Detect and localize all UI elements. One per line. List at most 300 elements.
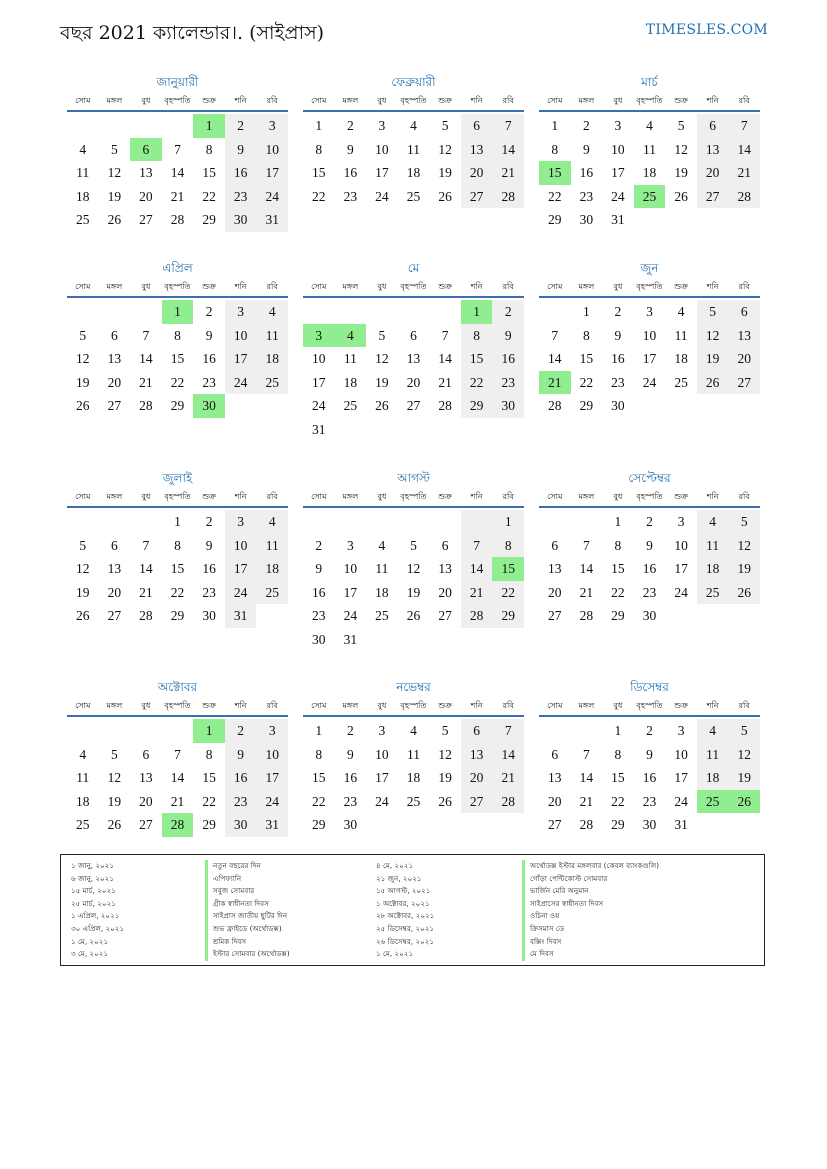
day-cell[interactable]: 20 [461, 766, 493, 790]
day-cell[interactable]: 24 [225, 581, 257, 605]
day-cell[interactable]: 12 [406, 561, 421, 577]
day-cell[interactable]: 3 [225, 510, 257, 534]
day-cell[interactable]: 26 [107, 817, 122, 833]
day-cell[interactable]: 22 [170, 374, 185, 390]
day-cell[interactable]: 16 [312, 584, 326, 600]
day-cell[interactable]: 4 [79, 746, 87, 762]
day-cell[interactable]: 1 [582, 304, 590, 319]
day-cell[interactable]: 1 [162, 300, 194, 324]
day-cell[interactable]: 9 [315, 561, 323, 577]
day-cell[interactable]: 24 [375, 793, 389, 809]
day-cell[interactable]: 19 [438, 770, 452, 786]
day-cell[interactable]: 9 [646, 746, 653, 762]
day-cell[interactable]: 31 [256, 813, 288, 837]
day-cell[interactable]: 3 [677, 723, 685, 738]
day-cell[interactable]: 14 [461, 557, 493, 581]
day-cell[interactable]: 15 [579, 351, 594, 367]
day-cell[interactable]: 30 [642, 817, 657, 833]
day-cell[interactable]: 7 [492, 719, 524, 743]
day-cell[interactable]: 16 [642, 561, 657, 577]
day-cell[interactable]: 4 [410, 723, 417, 738]
day-cell[interactable]: 24 [343, 608, 358, 624]
day-cell[interactable]: 20 [139, 188, 153, 204]
day-cell[interactable]: 6 [551, 537, 559, 553]
day-cell[interactable]: 18 [256, 347, 288, 371]
day-cell[interactable]: 9 [205, 537, 213, 553]
day-cell[interactable]: 10 [256, 743, 288, 767]
day-cell[interactable]: 15 [539, 161, 571, 185]
day-cell[interactable]: 2 [315, 537, 323, 553]
day-cell[interactable]: 28 [728, 185, 760, 209]
day-cell[interactable]: 21 [539, 371, 571, 395]
day-cell[interactable]: 12 [76, 561, 90, 577]
day-cell[interactable]: 7 [582, 746, 590, 762]
day-cell[interactable]: 18 [76, 188, 90, 204]
day-cell[interactable]: 8 [205, 141, 213, 157]
day-cell[interactable]: 25 [375, 608, 389, 624]
day-cell[interactable]: 21 [492, 161, 524, 185]
day-cell[interactable]: 28 [170, 212, 185, 228]
day-cell[interactable]: 17 [674, 770, 688, 786]
day-cell[interactable]: 15 [611, 770, 625, 786]
day-cell[interactable]: 20 [697, 161, 729, 185]
day-cell[interactable]: 24 [611, 188, 625, 204]
day-cell[interactable]: 8 [461, 324, 493, 348]
day-cell[interactable]: 27 [438, 608, 452, 624]
day-cell[interactable]: 16 [343, 770, 358, 786]
day-cell[interactable]: 3 [378, 118, 386, 133]
day-cell[interactable]: 6 [461, 114, 493, 138]
day-cell[interactable]: 11 [697, 743, 729, 767]
day-cell[interactable]: 3 [646, 304, 653, 319]
day-cell[interactable]: 26 [438, 793, 452, 809]
day-cell[interactable]: 3 [303, 324, 335, 348]
day-cell[interactable]: 2 [225, 719, 257, 743]
day-cell[interactable]: 31 [343, 631, 358, 647]
day-cell[interactable]: 4 [378, 537, 386, 553]
day-cell[interactable]: 26 [375, 398, 389, 414]
day-cell[interactable]: 23 [202, 374, 216, 390]
day-cell[interactable]: 10 [375, 746, 389, 762]
day-cell[interactable]: 3 [225, 300, 257, 324]
day-cell[interactable]: 15 [202, 165, 216, 181]
day-cell[interactable]: 4 [335, 324, 367, 348]
day-cell[interactable]: 19 [728, 557, 760, 581]
day-cell[interactable]: 28 [139, 608, 153, 624]
day-cell[interactable]: 27 [548, 817, 562, 833]
day-cell[interactable]: 23 [225, 185, 257, 209]
day-cell[interactable]: 26 [697, 371, 729, 395]
day-cell[interactable]: 20 [107, 374, 122, 390]
day-cell[interactable]: 6 [110, 327, 118, 343]
day-cell[interactable]: 4 [677, 304, 685, 319]
day-cell[interactable]: 28 [162, 813, 194, 837]
day-cell[interactable]: 24 [375, 188, 389, 204]
day-cell[interactable]: 23 [642, 793, 657, 809]
day-cell[interactable]: 7 [582, 537, 590, 553]
day-cell[interactable]: 31 [674, 817, 688, 833]
day-cell[interactable]: 6 [461, 719, 493, 743]
day-cell[interactable]: 22 [579, 374, 594, 390]
day-cell[interactable]: 1 [461, 300, 493, 324]
day-cell[interactable]: 30 [225, 208, 257, 232]
day-cell[interactable]: 31 [611, 212, 625, 228]
day-cell[interactable]: 25 [674, 374, 688, 390]
day-cell[interactable]: 10 [256, 138, 288, 162]
day-cell[interactable]: 24 [256, 790, 288, 814]
day-cell[interactable]: 20 [107, 584, 122, 600]
day-cell[interactable]: 4 [646, 118, 653, 133]
day-cell[interactable]: 11 [406, 746, 420, 762]
day-cell[interactable]: 13 [406, 351, 421, 367]
day-cell[interactable]: 17 [343, 584, 358, 600]
day-cell[interactable]: 26 [728, 581, 760, 605]
day-cell[interactable]: 4 [256, 510, 288, 534]
day-cell[interactable]: 25 [256, 371, 288, 395]
day-cell[interactable]: 12 [674, 141, 688, 157]
day-cell[interactable]: 8 [614, 537, 622, 553]
day-cell[interactable]: 28 [579, 817, 594, 833]
day-cell[interactable]: 27 [406, 398, 421, 414]
day-cell[interactable]: 27 [548, 608, 562, 624]
day-cell[interactable]: 4 [697, 510, 729, 534]
day-cell[interactable]: 24 [674, 793, 688, 809]
day-cell[interactable]: 3 [256, 114, 288, 138]
day-cell[interactable]: 8 [614, 746, 622, 762]
day-cell[interactable]: 14 [139, 561, 153, 577]
day-cell[interactable]: 21 [170, 188, 185, 204]
day-cell[interactable]: 14 [139, 351, 153, 367]
day-cell[interactable]: 7 [441, 327, 449, 343]
day-cell[interactable]: 18 [76, 793, 90, 809]
day-cell[interactable]: 13 [461, 138, 493, 162]
day-cell[interactable]: 18 [256, 557, 288, 581]
day-cell[interactable]: 29 [492, 604, 524, 628]
day-cell[interactable]: 6 [142, 746, 150, 762]
day-cell[interactable]: 15 [611, 561, 625, 577]
day-cell[interactable]: 9 [346, 746, 354, 762]
day-cell[interactable]: 18 [674, 351, 688, 367]
day-cell[interactable]: 8 [205, 746, 213, 762]
day-cell[interactable]: 7 [728, 114, 760, 138]
day-cell[interactable]: 15 [170, 351, 185, 367]
day-cell[interactable]: 17 [611, 165, 625, 181]
day-cell[interactable]: 24 [225, 371, 257, 395]
day-cell[interactable]: 21 [492, 766, 524, 790]
day-cell[interactable]: 26 [76, 608, 90, 624]
day-cell[interactable]: 15 [170, 561, 185, 577]
day-cell[interactable]: 14 [438, 351, 452, 367]
day-cell[interactable]: 3 [378, 723, 386, 738]
day-cell[interactable]: 5 [378, 327, 386, 343]
day-cell[interactable]: 8 [315, 746, 323, 762]
day-cell[interactable]: 8 [551, 141, 559, 157]
day-cell[interactable]: 2 [582, 118, 590, 133]
day-cell[interactable]: 30 [642, 608, 657, 624]
day-cell[interactable]: 22 [202, 793, 216, 809]
day-cell[interactable]: 1 [315, 118, 323, 133]
day-cell[interactable]: 30 [343, 817, 358, 833]
day-cell[interactable]: 4 [697, 719, 729, 743]
day-cell[interactable]: 20 [139, 793, 153, 809]
day-cell[interactable]: 22 [611, 584, 625, 600]
day-cell[interactable]: 13 [461, 743, 493, 767]
day-cell[interactable]: 25 [697, 581, 729, 605]
day-cell[interactable]: 21 [579, 793, 594, 809]
day-cell[interactable]: 5 [110, 141, 118, 157]
day-cell[interactable]: 31 [256, 208, 288, 232]
day-cell[interactable]: 21 [579, 584, 594, 600]
day-cell[interactable]: 10 [343, 561, 358, 577]
day-cell[interactable]: 23 [225, 790, 257, 814]
day-cell[interactable]: 6 [697, 114, 729, 138]
day-cell[interactable]: 17 [312, 374, 326, 390]
day-cell[interactable]: 25 [343, 398, 358, 414]
day-cell[interactable]: 28 [492, 185, 524, 209]
day-cell[interactable]: 23 [492, 371, 524, 395]
day-cell[interactable]: 7 [461, 534, 493, 558]
day-cell[interactable]: 19 [76, 584, 90, 600]
day-cell[interactable]: 2 [205, 304, 213, 319]
day-cell[interactable]: 31 [225, 604, 257, 628]
day-cell[interactable]: 19 [406, 584, 421, 600]
day-cell[interactable]: 28 [438, 398, 452, 414]
day-cell[interactable]: 6 [441, 537, 449, 553]
day-cell[interactable]: 28 [139, 398, 153, 414]
day-cell[interactable]: 17 [225, 557, 257, 581]
day-cell[interactable]: 17 [256, 161, 288, 185]
day-cell[interactable]: 7 [142, 327, 150, 343]
day-cell[interactable]: 8 [315, 141, 323, 157]
day-cell[interactable]: 5 [728, 719, 760, 743]
day-cell[interactable]: 13 [548, 561, 562, 577]
day-cell[interactable]: 5 [441, 723, 449, 738]
day-cell[interactable]: 10 [611, 141, 625, 157]
day-cell[interactable]: 24 [642, 374, 657, 390]
day-cell[interactable]: 1 [193, 719, 225, 743]
day-cell[interactable]: 10 [225, 324, 257, 348]
day-cell[interactable]: 16 [492, 347, 524, 371]
day-cell[interactable]: 13 [139, 770, 153, 786]
day-cell[interactable]: 15 [312, 165, 326, 181]
day-cell[interactable]: 9 [346, 141, 354, 157]
day-cell[interactable]: 25 [256, 581, 288, 605]
day-cell[interactable]: 12 [76, 351, 90, 367]
day-cell[interactable]: 7 [174, 141, 181, 157]
day-cell[interactable]: 7 [492, 114, 524, 138]
day-cell[interactable]: 13 [728, 324, 760, 348]
day-cell[interactable]: 28 [579, 608, 594, 624]
day-cell[interactable]: 29 [202, 212, 216, 228]
day-cell[interactable]: 23 [312, 608, 326, 624]
day-cell[interactable]: 29 [579, 398, 594, 414]
day-cell[interactable]: 12 [375, 351, 389, 367]
day-cell[interactable]: 8 [174, 327, 181, 343]
day-cell[interactable]: 12 [728, 743, 760, 767]
day-cell[interactable]: 27 [139, 817, 153, 833]
day-cell[interactable]: 24 [312, 398, 326, 414]
day-cell[interactable]: 7 [551, 327, 559, 343]
day-cell[interactable]: 19 [107, 793, 122, 809]
day-cell[interactable]: 21 [461, 581, 493, 605]
day-cell[interactable]: 16 [225, 766, 257, 790]
day-cell[interactable]: 29 [461, 394, 493, 418]
day-cell[interactable]: 2 [205, 514, 213, 529]
day-cell[interactable]: 23 [579, 188, 594, 204]
day-cell[interactable]: 18 [406, 770, 421, 786]
day-cell[interactable]: 22 [548, 188, 562, 204]
day-cell[interactable]: 16 [343, 165, 358, 181]
day-cell[interactable]: 19 [728, 766, 760, 790]
day-cell[interactable]: 20 [548, 584, 562, 600]
day-cell[interactable]: 2 [646, 514, 653, 529]
day-cell[interactable]: 14 [728, 138, 760, 162]
day-cell[interactable]: 14 [170, 165, 185, 181]
day-cell[interactable]: 13 [697, 138, 729, 162]
day-cell[interactable]: 21 [139, 374, 153, 390]
day-cell[interactable]: 4 [79, 141, 87, 157]
day-cell[interactable]: 29 [170, 608, 185, 624]
day-cell[interactable]: 22 [170, 584, 185, 600]
day-cell[interactable]: 30 [193, 394, 225, 418]
day-cell[interactable]: 7 [174, 746, 181, 762]
day-cell[interactable]: 23 [611, 374, 625, 390]
day-cell[interactable]: 16 [579, 165, 594, 181]
day-cell[interactable]: 30 [225, 813, 257, 837]
day-cell[interactable]: 2 [492, 300, 524, 324]
day-cell[interactable]: 11 [642, 141, 656, 157]
day-cell[interactable]: 27 [461, 790, 493, 814]
day-cell[interactable]: 22 [611, 793, 625, 809]
day-cell[interactable]: 18 [642, 165, 657, 181]
day-cell[interactable]: 29 [611, 817, 625, 833]
day-cell[interactable]: 5 [728, 510, 760, 534]
day-cell[interactable]: 5 [79, 327, 87, 343]
day-cell[interactable]: 10 [312, 351, 326, 367]
day-cell[interactable]: 8 [582, 327, 590, 343]
day-cell[interactable]: 19 [438, 165, 452, 181]
day-cell[interactable]: 13 [438, 561, 452, 577]
day-cell[interactable]: 26 [76, 398, 90, 414]
day-cell[interactable]: 19 [76, 374, 90, 390]
day-cell[interactable]: 17 [256, 766, 288, 790]
day-cell[interactable]: 18 [697, 557, 729, 581]
day-cell[interactable]: 11 [343, 351, 357, 367]
day-cell[interactable]: 22 [312, 793, 326, 809]
day-cell[interactable]: 9 [582, 141, 590, 157]
day-cell[interactable]: 11 [256, 324, 288, 348]
day-cell[interactable]: 29 [202, 817, 216, 833]
day-cell[interactable]: 30 [312, 631, 326, 647]
day-cell[interactable]: 30 [579, 212, 594, 228]
day-cell[interactable]: 2 [346, 118, 354, 133]
day-cell[interactable]: 1 [193, 114, 225, 138]
day-cell[interactable]: 21 [728, 161, 760, 185]
day-cell[interactable]: 22 [202, 188, 216, 204]
day-cell[interactable]: 17 [225, 347, 257, 371]
day-cell[interactable]: 5 [677, 118, 685, 133]
day-cell[interactable]: 21 [139, 584, 153, 600]
day-cell[interactable]: 20 [406, 374, 421, 390]
day-cell[interactable]: 16 [202, 561, 216, 577]
day-cell[interactable]: 27 [728, 371, 760, 395]
day-cell[interactable]: 13 [139, 165, 153, 181]
day-cell[interactable]: 15 [492, 557, 524, 581]
day-cell[interactable]: 26 [107, 212, 122, 228]
day-cell[interactable]: 27 [107, 398, 122, 414]
day-cell[interactable]: 22 [312, 188, 326, 204]
day-cell[interactable]: 14 [170, 770, 185, 786]
day-cell[interactable]: 27 [461, 185, 493, 209]
day-cell[interactable]: 12 [107, 165, 122, 181]
day-cell[interactable]: 11 [256, 534, 288, 558]
day-cell[interactable]: 25 [406, 188, 421, 204]
day-cell[interactable]: 25 [406, 793, 421, 809]
day-cell[interactable]: 10 [674, 746, 688, 762]
day-cell[interactable]: 30 [611, 398, 625, 414]
day-cell[interactable]: 21 [170, 793, 185, 809]
day-cell[interactable]: 14 [579, 770, 594, 786]
day-cell[interactable]: 29 [548, 212, 562, 228]
day-cell[interactable]: 29 [170, 398, 185, 414]
day-cell[interactable]: 15 [461, 347, 493, 371]
day-cell[interactable]: 17 [674, 561, 688, 577]
day-cell[interactable]: 26 [674, 188, 688, 204]
day-cell[interactable]: 3 [346, 537, 354, 553]
day-cell[interactable]: 17 [375, 165, 389, 181]
day-cell[interactable]: 2 [614, 304, 622, 319]
day-cell[interactable]: 2 [346, 723, 354, 738]
day-cell[interactable]: 21 [438, 374, 452, 390]
day-cell[interactable]: 27 [139, 212, 153, 228]
day-cell[interactable]: 19 [674, 165, 688, 181]
day-cell[interactable]: 12 [438, 141, 452, 157]
day-cell[interactable]: 1 [614, 723, 622, 738]
day-cell[interactable]: 24 [256, 185, 288, 209]
day-cell[interactable]: 6 [728, 300, 760, 324]
day-cell[interactable]: 27 [107, 608, 122, 624]
day-cell[interactable]: 10 [642, 327, 657, 343]
day-cell[interactable]: 1 [614, 514, 622, 529]
day-cell[interactable]: 26 [438, 188, 452, 204]
day-cell[interactable]: 12 [697, 324, 729, 348]
day-cell[interactable]: 13 [107, 561, 122, 577]
day-cell[interactable]: 8 [492, 534, 524, 558]
day-cell[interactable]: 18 [343, 374, 358, 390]
day-cell[interactable]: 14 [548, 351, 562, 367]
day-cell[interactable]: 23 [343, 793, 358, 809]
day-cell[interactable]: 25 [76, 817, 90, 833]
day-cell[interactable]: 22 [461, 371, 493, 395]
day-cell[interactable]: 30 [492, 394, 524, 418]
day-cell[interactable]: 29 [312, 817, 326, 833]
day-cell[interactable]: 3 [677, 514, 685, 529]
day-cell[interactable]: 12 [728, 534, 760, 558]
day-cell[interactable]: 25 [76, 212, 90, 228]
day-cell[interactable]: 26 [406, 608, 421, 624]
day-cell[interactable]: 2 [646, 723, 653, 738]
day-cell[interactable]: 25 [634, 185, 666, 209]
day-cell[interactable]: 9 [492, 324, 524, 348]
day-cell[interactable]: 16 [642, 770, 657, 786]
day-cell[interactable]: 9 [646, 537, 653, 553]
day-cell[interactable]: 27 [697, 185, 729, 209]
day-cell[interactable]: 20 [728, 347, 760, 371]
day-cell[interactable]: 16 [225, 161, 257, 185]
day-cell[interactable]: 19 [697, 347, 729, 371]
day-cell[interactable]: 30 [202, 608, 216, 624]
day-cell[interactable]: 5 [441, 118, 449, 133]
